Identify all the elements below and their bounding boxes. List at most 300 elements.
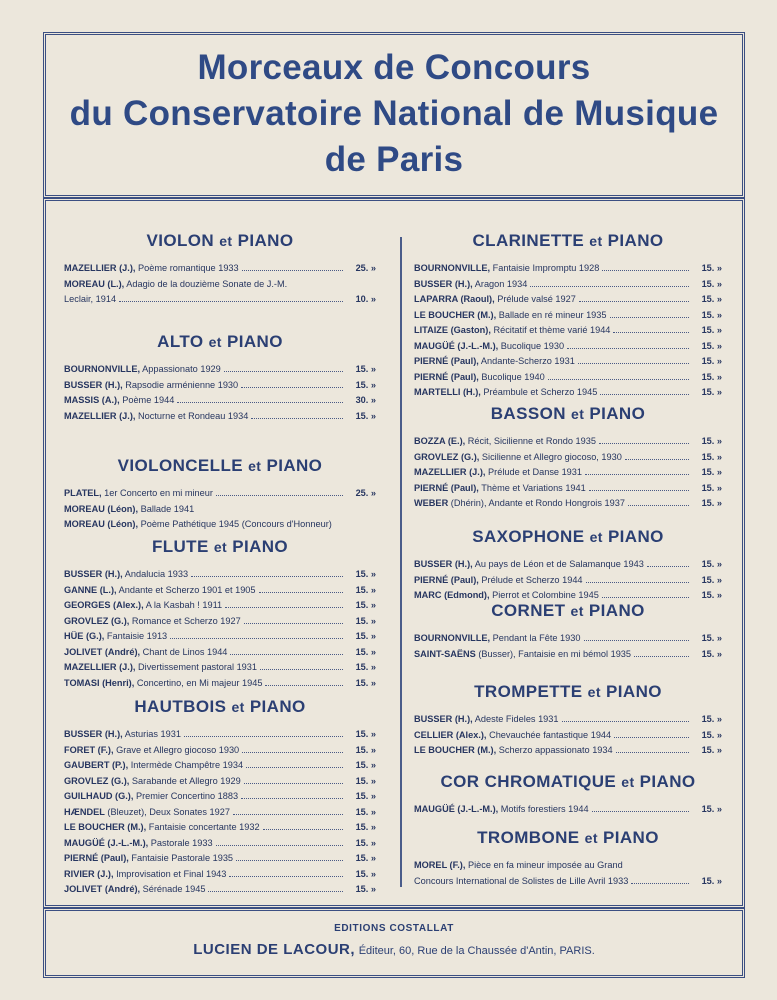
dot-leader — [197, 503, 343, 512]
entry-price: 15. » — [701, 340, 722, 351]
catalogue-entry — [64, 805, 376, 820]
entry-composer: MOREL (F.), — [414, 860, 466, 870]
entry-composer: JOLIVET (André), — [64, 884, 141, 894]
entry-text — [64, 660, 257, 675]
catalogue-entry — [64, 486, 376, 501]
entry-price: 15. » — [701, 875, 722, 886]
entry-price: 15. » — [355, 837, 376, 848]
entry-price: 15. » — [355, 853, 376, 863]
entry-text — [64, 583, 256, 598]
entry-composer: MAUGÜÉ (J.-L.-M.), — [414, 804, 499, 814]
entry-price: 15. » — [355, 615, 376, 626]
entry-price: 25. » — [355, 263, 376, 273]
section-et: et — [621, 774, 635, 790]
entry-composer: RIVIER (J.), — [64, 868, 114, 879]
section-et: et — [571, 406, 585, 422]
catalogue-entry — [414, 308, 722, 323]
dot-leader — [613, 323, 689, 333]
catalogue-entry — [64, 277, 376, 292]
editions-label: EDITIONS COSTALLAT — [334, 923, 454, 934]
section-instrument: FLUTE — [151, 537, 209, 556]
entry-price: 15. » — [701, 278, 722, 289]
entry-work: Thème et Variations 1941 — [481, 482, 586, 493]
entry-composer: MAUGÜÉ (J.-L.-M.), — [414, 340, 499, 351]
entry-work: Bucolique 1930 — [500, 340, 565, 351]
publisher-address: Éditeur, 60, Rue de la Chaussée d'Antin, PARIS. — [358, 945, 595, 957]
entry-text — [64, 598, 222, 613]
entry-price: 15. » — [701, 294, 722, 304]
entry-composer: MAZELLIER (J.), — [64, 410, 136, 421]
dot-leader — [562, 712, 689, 722]
dot-leader — [579, 292, 689, 302]
entry-text — [64, 517, 332, 532]
section-piano: PIANO — [607, 231, 664, 250]
entry-work: Adagio de la douzième Sonate de J.-M. — [126, 278, 288, 289]
entry-work: Premier Concertino 1883 — [135, 791, 239, 801]
dot-leader — [530, 277, 689, 287]
entry-text — [414, 339, 564, 354]
section-et: et — [584, 830, 598, 846]
entry-composer: GEORGES (Alex.), — [64, 600, 144, 610]
catalogue-frame — [43, 198, 745, 908]
entry-work: Leclair, 1914 — [64, 294, 117, 304]
entry-work: Préambule et Scherzo 1945 — [483, 387, 598, 397]
entry-price: 15. » — [701, 633, 722, 643]
catalogue-entry — [414, 858, 722, 873]
entry-work: Asturias 1931 — [124, 729, 181, 739]
catalogue-entry — [414, 292, 722, 307]
dot-leader — [616, 743, 689, 753]
catalogue-entry — [64, 645, 376, 660]
section-piano: PIANO — [249, 697, 306, 716]
entry-work: Fantaisie 1913 — [106, 631, 168, 641]
entry-composer: BUSSER (H.), — [414, 714, 473, 724]
entry-text — [64, 836, 213, 851]
catalogue-entry — [64, 261, 376, 276]
dot-leader — [610, 308, 689, 318]
entry-text — [64, 851, 233, 866]
section-instrument: VIOLON — [146, 231, 215, 250]
entry-text — [64, 645, 227, 660]
entry-composer: MASSIS (A.), — [64, 395, 120, 405]
dot-leader — [242, 743, 343, 753]
entry-composer: GROVLEZ (G.), — [64, 775, 130, 786]
catalogue-entry — [414, 261, 722, 276]
dot-leader — [647, 557, 689, 567]
page-title-line-3: de Paris — [324, 140, 464, 179]
dot-leader — [584, 631, 690, 641]
entry-work: (Dhérin), Andante et Rondo Hongrois 1937 — [450, 498, 625, 508]
dot-leader — [119, 292, 343, 302]
dot-leader — [224, 362, 343, 372]
catalogue-entry — [64, 820, 376, 835]
entry-composer: GAUBERT (P.), — [64, 760, 129, 770]
entry-work: Romance et Scherzo 1927 — [131, 615, 241, 626]
dot-leader — [567, 339, 689, 349]
dot-leader — [246, 758, 343, 768]
dot-leader — [602, 261, 689, 271]
entry-text — [414, 370, 545, 385]
entry-work: Motifs forestiers 1944 — [500, 804, 589, 814]
entry-text — [414, 481, 586, 496]
entry-text — [64, 805, 230, 820]
dot-leader — [233, 805, 343, 815]
catalogue-entry — [414, 712, 722, 727]
entry-work: Fantaisie Impromptu 1928 — [492, 263, 600, 273]
section-instrument: HAUTBOIS — [134, 697, 227, 716]
entry-price: 15. » — [701, 482, 722, 493]
dot-leader — [634, 647, 689, 657]
entry-work: Grave et Allegro giocoso 1930 — [116, 744, 240, 755]
title-frame — [43, 32, 745, 198]
entry-work: Concertino, en Mi majeur 1945 — [136, 677, 263, 688]
entry-composer: MAZELLIER (J.), — [64, 662, 136, 672]
entry-work: Ballade en ré mineur 1935 — [498, 309, 607, 320]
entry-composer: FORET (F.), — [64, 744, 114, 755]
entry-composer: LE BOUCHER (M.), — [414, 309, 497, 320]
entry-price: 15. » — [355, 379, 376, 390]
entry-work: Chant de Linos 1944 — [142, 646, 228, 657]
catalogue-entry — [414, 323, 722, 338]
section-piano: PIANO — [266, 456, 323, 475]
catalogue-entry — [414, 354, 722, 369]
entry-work: Andante-Scherzo 1931 — [480, 356, 575, 366]
entry-text — [64, 882, 205, 897]
entry-composer: BUSSER (H.), — [64, 569, 123, 579]
dot-leader — [177, 393, 343, 403]
section-instrument: CORNET — [491, 601, 566, 620]
entry-price: 15. » — [701, 574, 722, 585]
section-piano: PIANO — [588, 601, 645, 620]
entry-composer: MAZELLIER (J.), — [64, 263, 136, 273]
entry-composer: GUILHAUD (G.), — [64, 791, 134, 801]
entry-price: 15. » — [701, 590, 722, 600]
entry-text — [64, 867, 226, 882]
dot-leader — [191, 567, 343, 577]
entry-text — [414, 573, 583, 588]
catalogue-entry — [64, 660, 376, 675]
entry-composer: PIERNÉ (Paul), — [414, 371, 479, 382]
entry-price: 15. » — [701, 729, 722, 740]
entry-composer: MOREAU (L.), — [64, 278, 125, 289]
catalogue-entry — [414, 370, 722, 385]
dot-leader — [259, 583, 343, 593]
entry-text — [64, 676, 262, 691]
dot-leader — [631, 874, 689, 884]
section-piano: PIANO — [237, 231, 294, 250]
entry-price: 15. » — [701, 436, 722, 446]
entry-text — [414, 728, 611, 743]
entry-composer: PLATEL, — [64, 488, 102, 498]
dot-leader — [260, 660, 343, 670]
dot-leader — [229, 867, 343, 877]
entry-composer: BOURNONVILLE, — [414, 633, 491, 643]
entry-text — [64, 292, 116, 307]
entry-composer: SAINT-SAËNS — [414, 648, 476, 659]
entry-work: Adeste Fideles 1931 — [474, 714, 559, 724]
section-title-trompette — [414, 682, 722, 702]
entry-work: Concours International de Solistes de Lille Avril 1933 — [414, 875, 629, 886]
catalogue-entry — [64, 517, 376, 532]
catalogue-entry — [64, 789, 376, 804]
entry-work: Pendant la Fête 1930 — [492, 633, 581, 643]
catalogue-entry — [64, 851, 376, 866]
entry-work: Sarabande et Allegro 1929 — [131, 775, 241, 786]
entry-composer: MOREAU (Léon), — [64, 519, 139, 529]
catalogue-entry — [414, 465, 722, 480]
entry-composer: LAPARRA (Raoul), — [414, 294, 495, 304]
entry-price: 15. » — [355, 760, 376, 770]
dot-leader — [628, 496, 689, 506]
entry-price: 15. » — [355, 677, 376, 688]
dot-leader — [625, 450, 689, 460]
section-piano: PIANO — [226, 332, 283, 351]
entry-price: 15. » — [701, 648, 722, 659]
catalogue-entry — [414, 450, 722, 465]
entry-text — [414, 385, 597, 400]
section-piano: PIANO — [603, 828, 659, 847]
section-title-violoncelle — [64, 456, 376, 476]
section-et: et — [231, 699, 245, 715]
catalogue-entry — [414, 573, 722, 588]
entry-work: Divertissement pastoral 1931 — [138, 662, 258, 672]
entry-work: Appassionato 1929 — [142, 364, 221, 374]
entry-work: Bucolique 1940 — [481, 371, 545, 382]
entry-text — [414, 743, 613, 758]
catalogue-entry — [64, 393, 376, 408]
publisher-line — [46, 941, 742, 958]
entry-composer: BUSSER (H.), — [414, 559, 473, 569]
entry-price: 15. » — [701, 467, 722, 477]
dot-leader — [592, 802, 689, 812]
entry-text — [414, 631, 581, 646]
dot-leader — [599, 434, 689, 444]
entry-price: 15. » — [701, 745, 722, 755]
section-et: et — [589, 529, 603, 545]
entry-text — [64, 758, 243, 773]
entry-text — [64, 820, 260, 835]
entry-text — [64, 393, 174, 408]
entry-price: 15. » — [355, 631, 376, 641]
entry-composer: MOREAU (Léon), — [64, 503, 139, 514]
entry-work: Pastorale 1933 — [150, 837, 213, 848]
entry-text — [414, 874, 628, 889]
catalogue-entry — [64, 598, 376, 613]
dot-leader — [251, 409, 343, 419]
entry-text — [64, 789, 238, 804]
dot-leader — [602, 588, 689, 598]
section-title-cor — [414, 772, 722, 792]
catalogue-entry — [64, 583, 376, 598]
catalogue-entry — [414, 647, 722, 662]
entry-text — [414, 354, 575, 369]
catalogue-entry — [414, 434, 722, 449]
dot-leader — [614, 728, 689, 738]
entry-work: Pièce en fa mineur imposée au Grand — [467, 860, 623, 870]
entry-work: Fantaisie concertante 1932 — [148, 822, 260, 832]
entry-text — [64, 727, 181, 742]
dot-leader — [241, 789, 343, 799]
dot-leader — [600, 385, 689, 395]
catalogue-entry — [414, 339, 722, 354]
section-et: et — [589, 233, 603, 249]
entry-work: Pierrot et Colombine 1945 — [492, 590, 599, 600]
section-title-basson — [414, 404, 722, 424]
entry-work: (Busser), Fantaisie en mi bémol 1935 — [478, 648, 632, 659]
page-title-line-1: Morceaux de Concours — [197, 48, 591, 87]
dot-leader — [170, 629, 343, 639]
entry-text — [64, 362, 221, 377]
entry-work: Rapsodie arménienne 1930 — [125, 379, 239, 390]
entry-composer: HÜE (G.), — [64, 631, 105, 641]
entry-composer: BOURNONVILLE, — [64, 364, 141, 374]
entry-price: 15. » — [701, 263, 722, 273]
entry-text — [64, 378, 238, 393]
entry-text — [64, 567, 188, 582]
catalogue-entry — [64, 502, 376, 517]
entry-text — [414, 277, 527, 292]
dot-leader — [244, 774, 343, 784]
catalogue-entry — [64, 758, 376, 773]
column-divider — [400, 237, 402, 887]
entry-price: 30. » — [355, 395, 376, 405]
dot-leader — [265, 676, 343, 686]
dot-leader — [263, 820, 343, 830]
section-et: et — [248, 458, 262, 474]
dot-leader — [548, 370, 689, 380]
dot-leader — [626, 859, 689, 868]
dot-leader — [242, 261, 343, 271]
entry-composer: GROVLEZ (G.), — [414, 451, 480, 462]
catalogue-entry — [64, 567, 376, 582]
entry-price: 15. » — [355, 646, 376, 657]
dot-leader — [578, 354, 689, 364]
entry-text — [414, 647, 631, 662]
section-et: et — [587, 684, 601, 700]
dot-leader — [586, 573, 689, 583]
catalogue-entry — [414, 481, 722, 496]
catalogue-entry — [64, 836, 376, 851]
entry-work: Intermède Champêtre 1934 — [130, 760, 244, 770]
section-et: et — [208, 334, 222, 350]
entry-composer: PIERNÉ (Paul), — [414, 482, 479, 493]
entry-work: 1er Concerto en mi mineur — [104, 488, 213, 498]
section-title-trombone — [414, 828, 722, 848]
entry-price: 15. » — [701, 387, 722, 397]
entry-composer: WEBER — [414, 498, 449, 508]
entry-text — [414, 261, 599, 276]
entry-text — [414, 308, 607, 323]
entry-work: Sicilienne et Allegro giocoso, 1930 — [481, 451, 622, 462]
entry-price: 15. » — [355, 744, 376, 755]
entry-work: Prélude et Danse 1931 — [488, 467, 583, 477]
section-title-violon — [64, 231, 376, 251]
section-title-cornet — [414, 601, 722, 621]
dot-leader — [230, 645, 343, 655]
dot-leader — [335, 518, 343, 527]
entry-price: 15. » — [701, 451, 722, 462]
catalogue-entry — [64, 378, 376, 393]
entry-price: 15. » — [701, 325, 722, 335]
entry-price: 15. » — [701, 559, 722, 569]
catalogue-entry — [414, 557, 722, 572]
entry-text — [414, 496, 625, 511]
section-instrument: VIOLONCELLE — [117, 456, 243, 475]
dot-leader — [244, 614, 343, 624]
entry-work: Poème Pathétique 1945 (Concours d'Honneur) — [140, 519, 332, 529]
section-piano: PIANO — [639, 772, 696, 791]
catalogue-entry — [64, 614, 376, 629]
entry-work: Poème romantique 1933 — [138, 263, 239, 273]
entry-text — [64, 409, 248, 424]
publisher-name: LUCIEN DE LACOUR, — [193, 941, 356, 958]
dot-leader — [216, 486, 343, 496]
entry-price: 25. » — [355, 488, 376, 498]
entry-composer: JOLIVET (André), — [64, 646, 141, 657]
catalogue-entry — [64, 882, 376, 897]
entry-composer: BOZZA (E.), — [414, 436, 466, 446]
dot-leader — [589, 481, 689, 491]
catalogue-entry — [64, 774, 376, 789]
entry-composer: PIERNÉ (Paul), — [414, 356, 479, 366]
section-instrument: CLARINETTE — [472, 231, 585, 250]
entry-text — [64, 774, 241, 789]
page-title-line-2: du Conservatoire National de Musique — [69, 94, 719, 133]
entry-work: Scherzo appassionato 1934 — [498, 745, 613, 755]
catalogue-entry — [414, 802, 722, 817]
entry-work: Andante et Scherzo 1901 et 1905 — [118, 584, 256, 595]
entry-text — [414, 858, 623, 873]
section-et: et — [219, 233, 233, 249]
entry-work: Improvisation et Final 1943 — [116, 868, 227, 879]
entry-composer: MAUGÜÉ (J.-L.-M.), — [64, 837, 149, 848]
entry-price: 15. » — [355, 569, 376, 579]
section-instrument: ALTO — [157, 332, 204, 351]
section-title-saxophone — [414, 527, 722, 547]
entry-text — [414, 323, 610, 338]
entry-text — [64, 743, 239, 758]
catalogue-entry — [64, 292, 376, 307]
catalogue-entry — [414, 874, 722, 889]
entry-text — [64, 486, 213, 501]
entry-text — [64, 502, 194, 517]
dot-leader — [236, 851, 343, 861]
entry-work: Récitatif et thème varié 1944 — [493, 325, 611, 335]
catalogue-entry — [64, 867, 376, 882]
entry-work: Récit, Sicilienne et Rondo 1935 — [467, 436, 596, 446]
entry-text — [64, 614, 241, 629]
entry-composer: BOURNONVILLE, — [414, 263, 491, 273]
dot-leader — [216, 836, 343, 846]
entry-text — [64, 261, 239, 276]
entry-work: Chevauchée fantastique 1944 — [489, 729, 612, 740]
catalogue-entry — [64, 362, 376, 377]
entry-price: 10. » — [355, 294, 376, 304]
entry-text — [414, 450, 622, 465]
entry-work: Fantaisie Pastorale 1935 — [131, 853, 234, 863]
section-et: et — [213, 539, 228, 555]
dot-leader — [184, 727, 343, 737]
entry-work: Au pays de Léon et de Salamanque 1943 — [474, 559, 644, 569]
section-et: et — [570, 603, 584, 619]
entry-work: Ballade 1941 — [140, 503, 195, 514]
entry-price: 15. » — [355, 584, 376, 595]
entry-text — [414, 434, 596, 449]
catalogue-entry — [414, 385, 722, 400]
section-title-clarinette — [414, 231, 722, 251]
section-title-flute — [64, 537, 376, 557]
entry-price: 15. » — [355, 364, 376, 374]
